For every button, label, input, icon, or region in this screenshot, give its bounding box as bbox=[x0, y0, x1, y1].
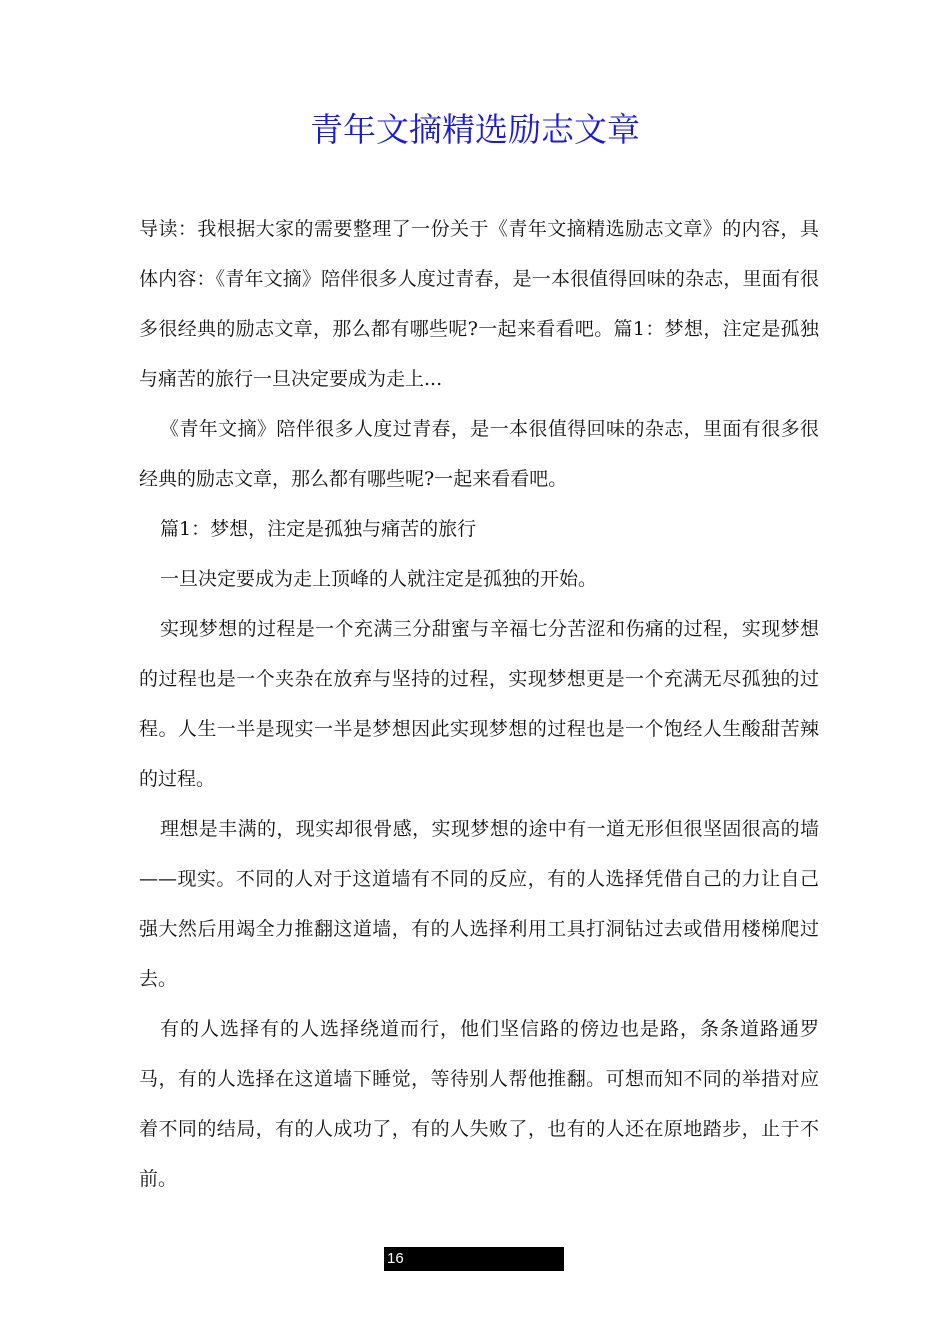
document-title: 青年文摘精选励志文章 bbox=[310, 110, 640, 149]
section-heading: 篇1：梦想，注定是孤独与痛苦的旅行 bbox=[160, 518, 477, 540]
page-number: 16 bbox=[387, 1250, 404, 1267]
document-body bbox=[139, 204, 819, 1204]
body-paragraph: 实现梦想的过程是一个充满三分甜蜜与辛福七分苦涩和伤痛的过程，实现梦想的过程也是一个夹杂在放弃与坚持的过程，实现梦想更是一个充满无尽孤独的过程。人生一半是现实一半是梦想因此实现梦想的过程也是一个饱经人生酸甜苦辣的过程。 bbox=[139, 618, 819, 790]
page-number-bar bbox=[384, 1247, 564, 1271]
intro-paragraph: 导读：我根据大家的需要整理了一份关于《青年文摘精选励志文章》的内容，具体内容：《青年文摘》陪伴很多人度过青春，是一本很值得回味的杂志，里面有很多很经典的励志文章，那么都有哪些呢?一起来看看吧。篇1：梦想，注定是孤独与痛苦的旅行一旦决定要成为走上... bbox=[139, 218, 819, 390]
body-paragraph: 《青年文摘》陪伴很多人度过青春，是一本很值得回味的杂志，里面有很多很经典的励志文章，那么都有哪些呢?一起来看看吧。 bbox=[139, 418, 819, 490]
body-paragraph: 有的人选择有的人选择绕道而行，他们坚信路的傍边也是路，条条道路通罗马，有的人选择在这道墙下睡觉，等待别人帮他推翻。可想而知不同的举措对应着不同的结局，有的人成功了，有的人失败了，也有的人还在原地踏步，止于不前。 bbox=[139, 1018, 819, 1190]
body-paragraph: 一旦决定要成为走上顶峰的人就注定是孤独的开始。 bbox=[160, 568, 598, 590]
body-paragraph: 理想是丰满的，现实却很骨感，实现梦想的途中有一道无形但很坚固很高的墙——现实。不同的人对于这道墙有不同的反应，有的人选择凭借自己的力让自己强大然后用竭全力推翻这道墙，有的人选择利用工具打洞钻过去或借用楼梯爬过去。 bbox=[139, 818, 819, 990]
